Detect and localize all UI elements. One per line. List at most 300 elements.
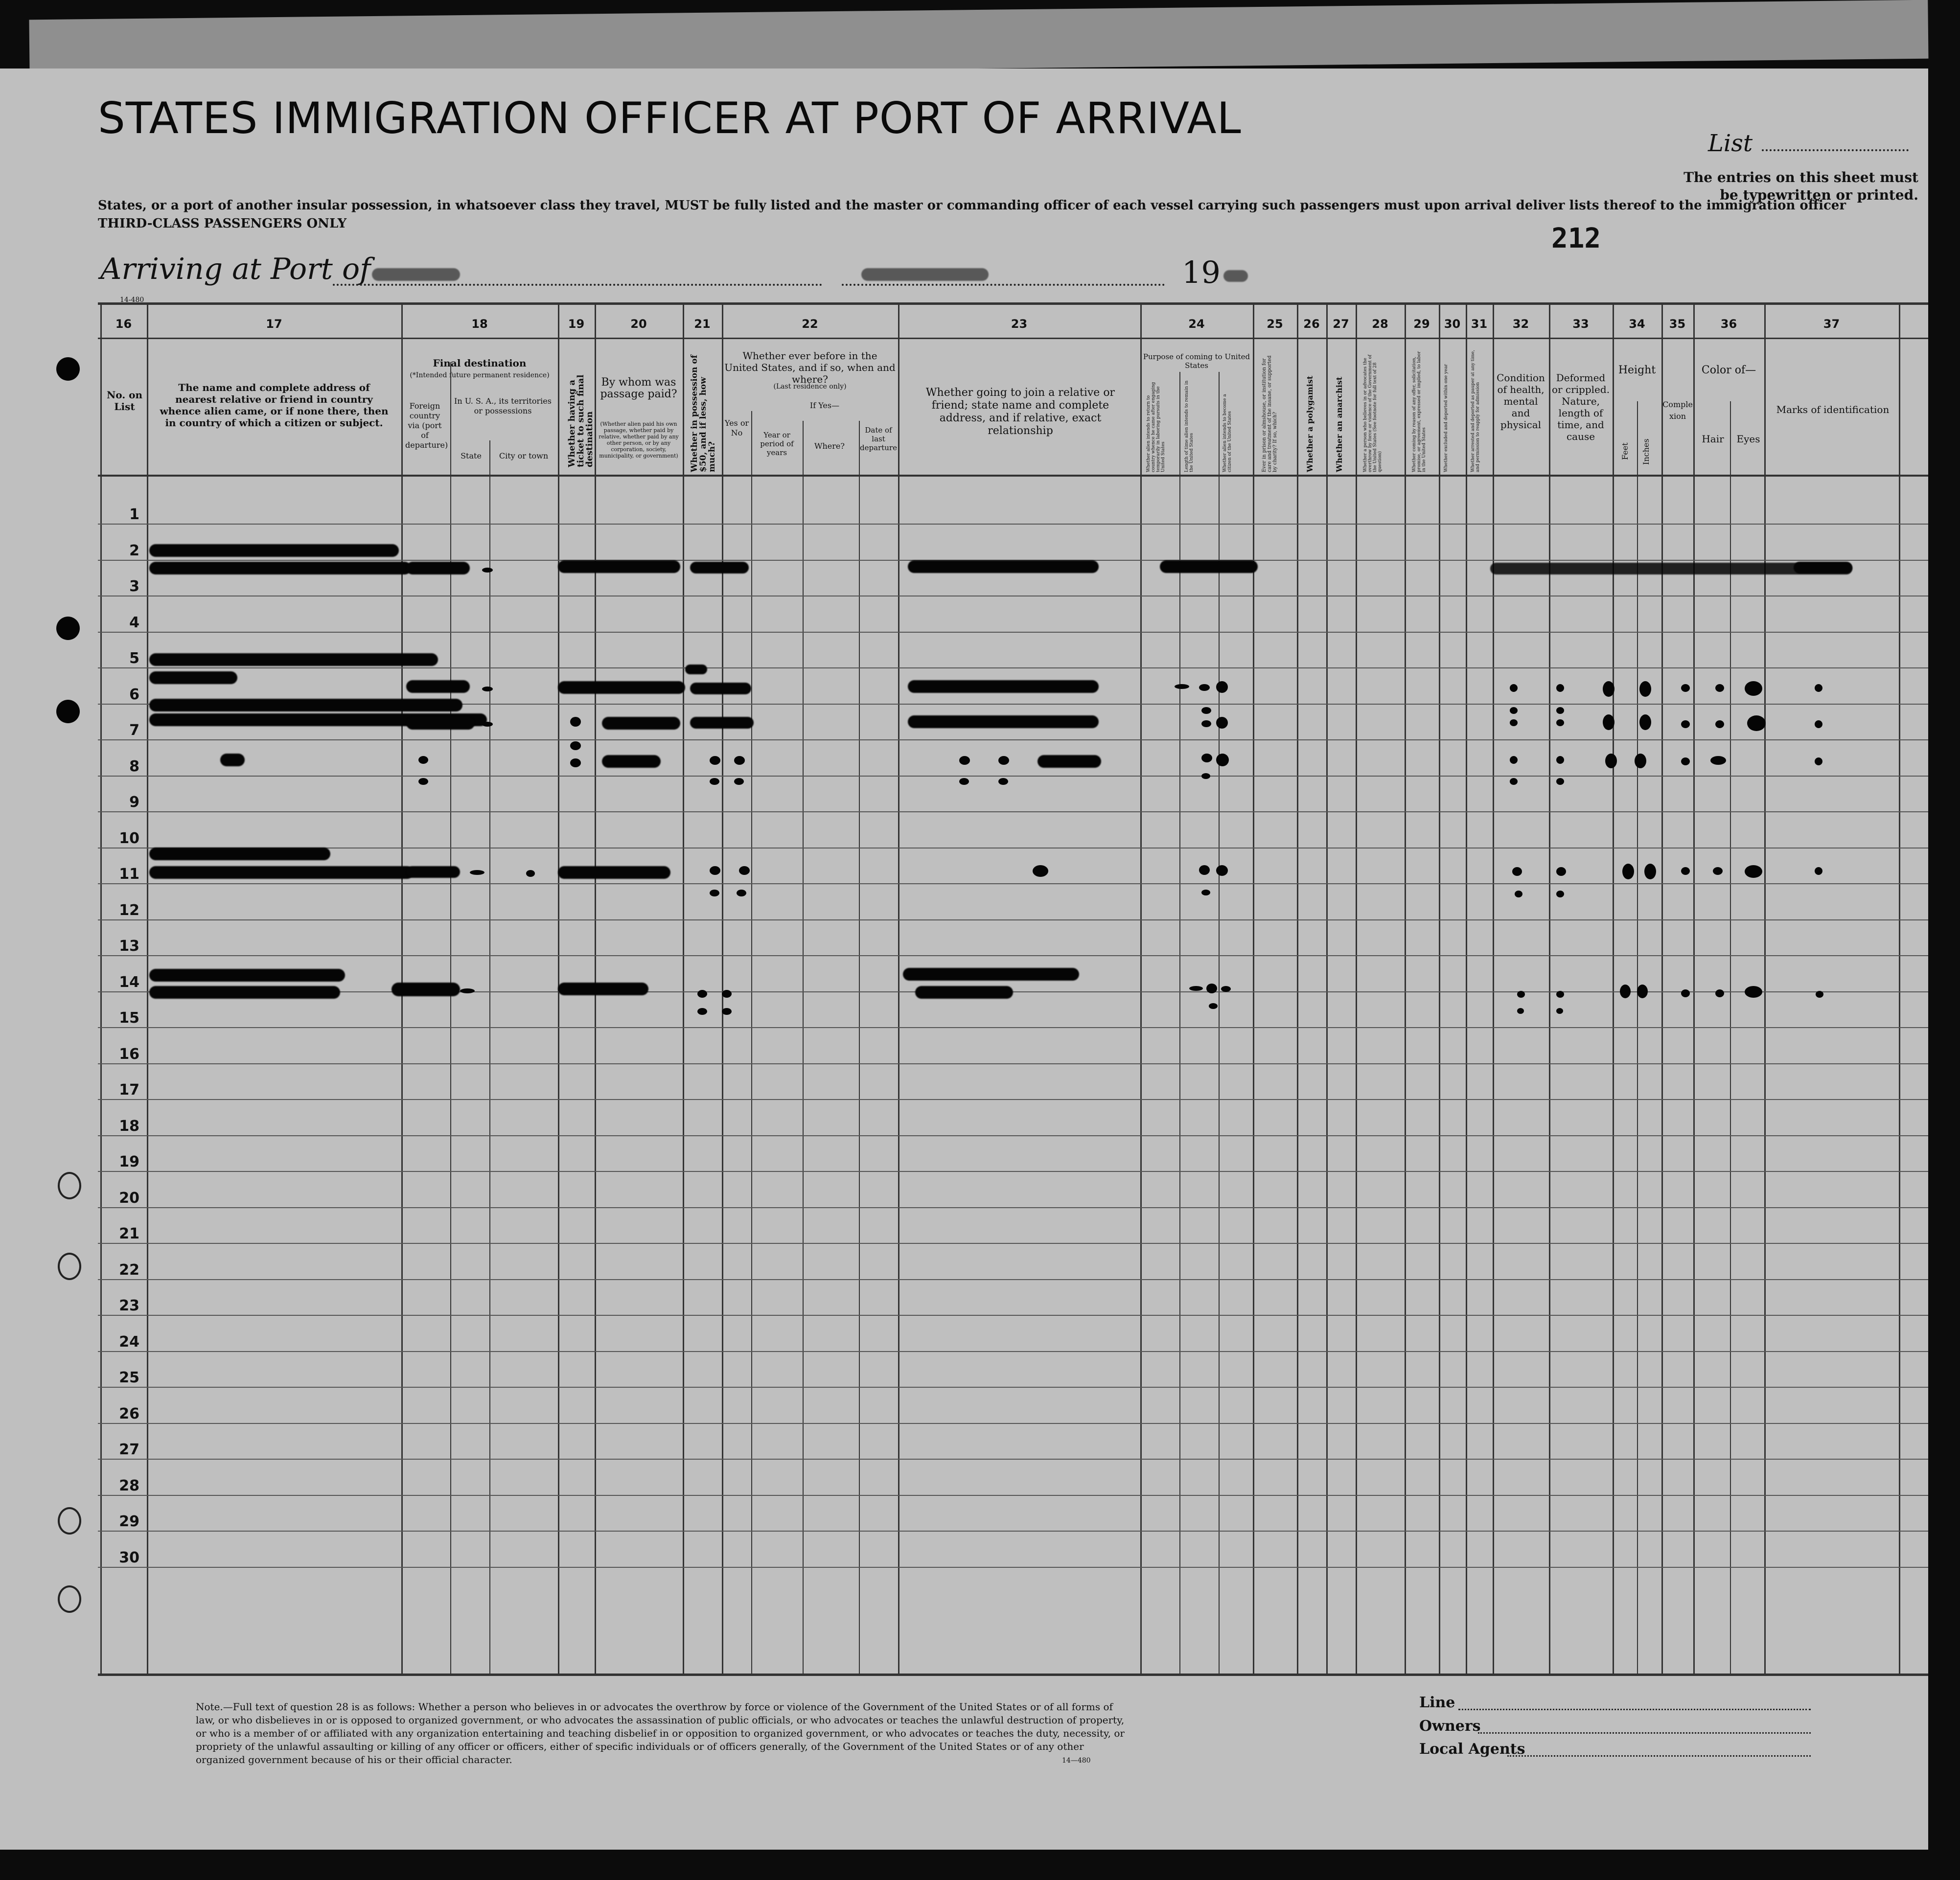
redacted-entry (406, 680, 470, 693)
row-rule (98, 1099, 1928, 1100)
redacted-entry (903, 968, 1079, 981)
redacted-port (372, 268, 460, 281)
row-rule (98, 667, 1928, 668)
col-30-num: 30 (1444, 317, 1461, 331)
redacted-mark (1715, 720, 1724, 728)
redacted-mark (1216, 681, 1228, 693)
redacted-entry (406, 866, 460, 878)
redacted-mark (1216, 865, 1228, 876)
redacted-entry (908, 680, 1099, 693)
redacted-mark (418, 778, 428, 785)
col-36-header: Color of— (1701, 364, 1756, 376)
sub-column-rule (1637, 401, 1638, 1674)
redacted-mark (1637, 985, 1648, 998)
redacted-mark (722, 1008, 732, 1015)
sub-column-rule (450, 362, 451, 1674)
row-number: 14 (119, 973, 139, 991)
row-number: 19 (119, 1153, 139, 1170)
row-number: 2 (129, 542, 139, 559)
row-rule (98, 1423, 1928, 1424)
column-rule (1493, 302, 1494, 1674)
redacted-entry (908, 560, 1099, 573)
table-bottom-rule (98, 1674, 1928, 1676)
redacted-mark (1681, 757, 1690, 765)
form-code: 14-480 (120, 296, 144, 304)
row-number: 17 (119, 1081, 139, 1099)
redacted-mark (470, 870, 484, 875)
redacted-entry (558, 983, 648, 995)
port-field (333, 284, 822, 286)
col-26-num: 26 (1303, 317, 1320, 331)
redacted-entry (558, 866, 670, 879)
col-32-header: Condition of health, mental and physical (1497, 372, 1545, 431)
col-19-num: 19 (568, 317, 585, 331)
redacted-mark (570, 741, 581, 750)
col-24-citizen: Whether alien intends to become a citizen of the United States (1222, 394, 1232, 472)
col-28-num: 28 (1372, 317, 1388, 331)
redacted-entry (1038, 755, 1101, 768)
redacted-entry (908, 715, 1099, 728)
binder-hole (56, 617, 80, 640)
col-36-hair: Hair (1702, 433, 1724, 445)
redacted-mark (1556, 778, 1564, 785)
row-number: 25 (119, 1369, 139, 1386)
redacted-mark (1510, 778, 1518, 785)
row-rule (98, 1567, 1928, 1568)
row-rule (98, 991, 1928, 992)
redacted-mark (1517, 1008, 1524, 1014)
redacted-mark (1815, 720, 1822, 728)
binder-hole (56, 357, 80, 381)
col-21-num: 21 (694, 317, 711, 331)
redacted-mark (1745, 865, 1762, 878)
column-rule (1405, 302, 1406, 1674)
form-title: STATES IMMIGRATION OFFICER AT PORT OF ARRIVAL (98, 93, 1242, 143)
redacted-entry (690, 562, 749, 573)
col-17-num: 17 (266, 317, 282, 331)
row-number: 1 (129, 506, 139, 523)
redacted-mark (1517, 991, 1525, 998)
column-rule (1466, 302, 1467, 1674)
row-number: 23 (119, 1297, 139, 1314)
redacted-mark (1710, 756, 1726, 765)
binder-hole (58, 1253, 81, 1280)
redacted-mark (1715, 989, 1724, 997)
redacted-mark (959, 756, 970, 765)
column-rule (1439, 302, 1440, 1674)
redacted-entry (602, 717, 680, 730)
owners-field (1478, 1732, 1811, 1734)
redacted-mark (1681, 867, 1690, 875)
col-18-num: 18 (471, 317, 488, 331)
col-28-header: Whether a person who believes in or advocates the overthrow by force or violence of the Government of the United States (See footnote for full text of 28 question) (1363, 354, 1383, 472)
col-23-num: 23 (1011, 317, 1028, 331)
list-label: List (1708, 130, 1753, 157)
col-32-num: 32 (1512, 317, 1529, 331)
row-number: 11 (119, 866, 139, 883)
row-rule (98, 632, 1928, 633)
redacted-mark (1620, 985, 1631, 998)
col-20-header: By whom was passage paid? (600, 376, 677, 400)
column-rule (722, 302, 723, 1674)
redacted-mark (1556, 719, 1564, 726)
row-rule (98, 1495, 1928, 1496)
redacted-entry (1794, 562, 1852, 573)
row-rule (98, 811, 1928, 812)
column-rule (1356, 302, 1357, 1674)
row-number: 6 (129, 686, 139, 703)
redacted-mark (1510, 684, 1518, 692)
redacted-mark (526, 870, 535, 877)
col-18-foreign: Foreign country via (port of departure) (405, 401, 448, 450)
list-field (1762, 149, 1909, 151)
col-34-feet: Feet (1620, 442, 1630, 460)
binder-hole (56, 700, 80, 723)
col-18-sub: (*Intended future permanent residence) (410, 371, 550, 379)
row-rule (98, 1063, 1928, 1064)
redacted-mark (482, 722, 493, 727)
redacted-mark (1209, 1003, 1218, 1009)
redacted-mark (1816, 991, 1823, 998)
row-rule (98, 1315, 1928, 1316)
row-number: 15 (119, 1009, 139, 1027)
row-number: 29 (119, 1513, 139, 1530)
col-18-city: City or town (499, 451, 549, 460)
row-number: 3 (129, 578, 139, 595)
col-37-header: Marks of identification (1776, 404, 1890, 415)
col-34-inches: Inches (1641, 438, 1651, 465)
col-29-num: 29 (1413, 317, 1430, 331)
instruction-line: States, or a port of another insular possession, in whatsoever class they travel, MUST be fully listed and the master or commanding officer of each vessel carrying such passengers must upon arrival deliver lists thereof to the immigration officer (98, 198, 1846, 213)
redacted-mark (1747, 715, 1766, 731)
redacted-mark (1175, 684, 1189, 689)
redacted-mark (739, 866, 750, 875)
redacted-mark (1639, 714, 1651, 730)
column-rule (1253, 302, 1254, 1674)
redacted-mark (1556, 1008, 1563, 1014)
line-field (1458, 1709, 1811, 1710)
row-rule (98, 919, 1928, 920)
redacted-mark (1745, 986, 1762, 998)
redacted-mark (959, 778, 969, 785)
redacted-mark (1216, 717, 1228, 729)
local-agents-label: Local Agents (1419, 1741, 1525, 1758)
date-field (842, 284, 1165, 286)
footnote-code: 14—480 (1062, 1757, 1091, 1765)
col-25-header: Ever in prison or almshouse, or institution for care and treatment of the insane, or supported by charity? If so, which? (1262, 355, 1278, 472)
col-36-num: 36 (1720, 317, 1737, 331)
col-19-header: Whether having a ticket to such final destination (567, 374, 595, 467)
local-agents-field (1507, 1755, 1811, 1757)
redacted-mark (1556, 707, 1564, 714)
footnote-question-28: Note.—Full text of question 28 is as follows: Whether a person who believes in or advocates the overthrow by force or violence of the Government of the United States or of all forms of law, or who disbelieves in or is opposed to organized government, or who advocates the assassination of public officials, or who advocates or teaches the unlawful destruction of property, or who is a member of or affiliated with any organization entertaining and teaching disbelief in or opposition to organized government, or who advocates or teaches the duty, necessity, or propriety of the unlawful assaulting or killing of any officer or officers, either of specific individuals or of officers generally, of the Government of the United States or of any other organized government because of his or their official character. (196, 1701, 1125, 1765)
col-22-if-yes: If Yes— (809, 401, 840, 410)
col-22-yes-no: Yes or No (724, 418, 749, 437)
col-27-num: 27 (1333, 317, 1349, 331)
col-29-header: Whether coming by reason of any offer, solicitation, promise, or agreement, expressed or implied, to labor in the United States (1412, 351, 1427, 472)
redacted-mark (710, 756, 720, 765)
column-rule (1899, 302, 1900, 1674)
row-rule (98, 1459, 1928, 1460)
redacted-mark (482, 687, 493, 691)
redacted-mark (1815, 867, 1822, 875)
row-rule (98, 1279, 1928, 1280)
row-number: 24 (119, 1333, 139, 1351)
col-22-where: Where? (814, 441, 845, 451)
row-number: 12 (119, 901, 139, 919)
sub-column-rule (1730, 401, 1731, 1674)
col-20-sub: (Whether alien paid his own passage, whether paid by relative, whether paid by any other person, or by any corporation, society, municipality, or government) (599, 421, 679, 459)
redacted-entry (149, 969, 345, 982)
redacted-mark (1715, 684, 1724, 692)
row-rule (98, 1531, 1928, 1532)
redacted-entry (220, 754, 245, 766)
column-rule (1661, 302, 1663, 1674)
row-number: 20 (119, 1189, 139, 1207)
row-number: 4 (129, 614, 139, 631)
row-rule (98, 1135, 1928, 1136)
col-18-header: Final destination (433, 357, 527, 369)
row-number: 28 (119, 1477, 139, 1494)
col-24-length: Length of time alien intends to remain in the United States (1184, 380, 1194, 472)
line-label: Line (1419, 1694, 1455, 1711)
col-37-num: 37 (1823, 317, 1840, 331)
col-17-header: The name and complete address of nearest relative or friend in country whence alien came, or if none there, then in country of which a citizen or subject. (160, 382, 389, 429)
column-rule (898, 302, 899, 1674)
underlying-page-edge (29, 0, 1928, 78)
redacted-mark (1556, 891, 1564, 897)
redacted-mark (1745, 681, 1762, 696)
column-rule (147, 302, 148, 1674)
redacted-mark (1201, 890, 1210, 895)
owners-label: Owners (1419, 1718, 1481, 1735)
redacted-mark (697, 1008, 707, 1015)
col-31-header: Whether arrested and deported as pauper at any time, and permission to reapply for admission (1471, 350, 1480, 472)
redacted-mark (1510, 756, 1518, 764)
col-23-header: Whether going to join a relative or friend; state name and complete address, and if relative, exact relationship (925, 387, 1115, 437)
col-35-num: 35 (1669, 317, 1686, 331)
sub-column-rule (859, 421, 860, 1674)
col-30-header: Whether excluded and deported within one year (1444, 364, 1449, 472)
redacted-mark (998, 756, 1009, 765)
binder-hole (58, 1172, 81, 1199)
column-rule (1693, 302, 1695, 1674)
col-18-state: State (461, 451, 482, 460)
redacted-mark (1206, 984, 1217, 993)
row-number: 26 (119, 1405, 139, 1422)
redacted-mark (1199, 865, 1210, 875)
column-rule (1297, 302, 1298, 1674)
sub-column-rule (489, 440, 490, 1674)
col-34-num: 34 (1629, 317, 1645, 331)
column-number-rule (98, 338, 1928, 339)
redacted-entry (602, 755, 661, 768)
redacted-mark (460, 988, 475, 993)
col-36-eyes: Eyes (1736, 433, 1760, 445)
col-22-header: Whether ever before in the United States, and if so, when and where? (724, 350, 896, 385)
redacted-mark (710, 890, 719, 896)
redacted-mark (1639, 681, 1651, 697)
redacted-mark (1216, 754, 1229, 766)
row-number: 7 (129, 722, 139, 739)
col-21-header: Whether in possession of $50, and if less, how much? (690, 355, 717, 472)
row-number: 9 (129, 794, 139, 811)
column-rule (1326, 302, 1328, 1674)
redacted-mark (1556, 756, 1564, 764)
redacted-mark (418, 756, 428, 764)
redacted-mark (1510, 707, 1518, 714)
sheet-number: 212 (1551, 223, 1601, 254)
row-number: 10 (119, 829, 139, 847)
redacted-mark (998, 778, 1008, 785)
redacted-entry (149, 544, 399, 557)
col-34-header: Height (1618, 364, 1656, 376)
row-rule (98, 883, 1928, 884)
manifest-sheet (0, 69, 1928, 1850)
col-22-num: 22 (802, 317, 818, 331)
redacted-mark (737, 890, 746, 896)
redacted-mark (1510, 719, 1518, 726)
redacted-mark (1681, 720, 1690, 728)
redacted-mark (1635, 754, 1646, 768)
row-rule (98, 1171, 1928, 1172)
header-bottom-rule (98, 475, 1928, 477)
redacted-entry (149, 671, 237, 684)
redacted-mark (1201, 707, 1211, 714)
redacted-date (861, 268, 989, 281)
year-label: 19 (1182, 254, 1221, 290)
redacted-mark (1556, 867, 1566, 876)
row-rule (98, 1243, 1928, 1244)
redacted-mark (1605, 754, 1617, 768)
col-22-period: Year or period of years (760, 431, 794, 457)
column-rule (1764, 302, 1766, 1674)
entries-note: The entries on this sheet must be typewritten or printed. (1683, 169, 1918, 203)
arriving-label: Arriving at Port of (100, 252, 371, 286)
redacted-entry (149, 699, 462, 711)
sub-column-rule (803, 421, 804, 1674)
class-line: THIRD-CLASS PASSENGERS ONLY (98, 216, 347, 231)
row-number: 30 (119, 1549, 139, 1566)
row-number: 16 (119, 1045, 139, 1063)
col-25-num: 25 (1267, 317, 1283, 331)
col-16-num: 16 (115, 317, 132, 331)
redacted-year (1223, 270, 1248, 282)
redacted-mark (697, 990, 707, 998)
redacted-mark (1815, 684, 1822, 692)
binder-hole (58, 1507, 81, 1535)
row-rule (98, 1351, 1928, 1352)
redacted-entry (406, 717, 475, 730)
redacted-mark (1603, 681, 1614, 697)
col-26-header: Whether a polygamist (1305, 375, 1314, 472)
row-rule (98, 1387, 1928, 1388)
redacted-mark (570, 758, 581, 767)
redacted-mark (1603, 714, 1614, 730)
row-rule (98, 1027, 1928, 1028)
redacted-entry (392, 983, 460, 996)
redacted-mark (1515, 891, 1522, 897)
col-31-num: 31 (1471, 317, 1488, 331)
col-27-header: Whether an anarchist (1335, 376, 1344, 472)
row-rule (98, 1207, 1928, 1208)
redacted-entry (149, 562, 411, 574)
col-18-usa: In U. S. A., its territories or possessions (454, 396, 552, 415)
redacted-mark (1681, 684, 1690, 692)
row-number: 5 (129, 650, 139, 667)
redacted-entry (690, 717, 754, 729)
redacted-mark (734, 778, 744, 785)
row-number: 13 (119, 938, 139, 955)
row-number: 18 (119, 1117, 139, 1135)
redacted-entry (1160, 560, 1258, 573)
binder-hole (58, 1585, 81, 1613)
column-rule (1140, 302, 1142, 1674)
redacted-entry (685, 665, 707, 674)
redacted-mark (1201, 773, 1210, 779)
redacted-mark (1622, 864, 1634, 879)
col-24-num: 24 (1188, 317, 1205, 331)
redacted-entry (149, 848, 330, 860)
row-rule (98, 739, 1928, 740)
redacted-mark (1644, 864, 1656, 879)
sub-column-rule (751, 411, 752, 1674)
col-35-header: Complexion (1662, 400, 1693, 421)
redacted-mark (1201, 754, 1212, 762)
col-33-header: Deformed or crippled. Nature, length of time, and cause (1551, 372, 1610, 442)
redacted-mark (1189, 986, 1203, 991)
redacted-entry (558, 681, 685, 694)
row-number: 27 (119, 1441, 139, 1458)
row-rule (98, 955, 1928, 956)
row-rule (98, 524, 1928, 525)
redacted-entry (149, 866, 414, 879)
table-top-rule (98, 302, 1928, 305)
redacted-mark (1556, 684, 1564, 692)
col-24-header: Purpose of coming to United States (1143, 352, 1250, 370)
column-rule (683, 302, 684, 1674)
col-22-sub: (Last residence only) (773, 383, 847, 390)
col-33-num: 33 (1572, 317, 1589, 331)
col-16-header: No. on List (106, 389, 143, 413)
col-20-num: 20 (630, 317, 647, 331)
row-number: 21 (119, 1225, 139, 1242)
redacted-mark (710, 778, 719, 785)
col-24-return: Whether alien intends to return to country whence he came after engaging temporarily in laboring pursuits in the United States (1146, 382, 1166, 472)
row-rule (98, 776, 1928, 777)
redacted-mark (1221, 986, 1231, 992)
redacted-mark (734, 756, 745, 765)
col-22-last-departure: Date of last departure (860, 426, 897, 452)
redacted-mark (1556, 991, 1564, 998)
row-number: 22 (119, 1261, 139, 1279)
redacted-mark (1033, 865, 1048, 877)
column-rule (1549, 302, 1550, 1674)
redacted-mark (482, 568, 493, 573)
redacted-entry (690, 683, 751, 694)
redacted-mark (1681, 989, 1690, 997)
redacted-entry (406, 562, 470, 574)
redacted-entry (915, 986, 1013, 999)
redacted-mark (1201, 720, 1211, 727)
redacted-mark (1713, 867, 1723, 875)
redacted-entry (558, 560, 680, 573)
redacted-mark (570, 717, 581, 727)
column-rule (1613, 302, 1614, 1674)
redacted-mark (1199, 684, 1210, 691)
redacted-mark (710, 866, 720, 875)
redacted-mark (1815, 757, 1822, 765)
